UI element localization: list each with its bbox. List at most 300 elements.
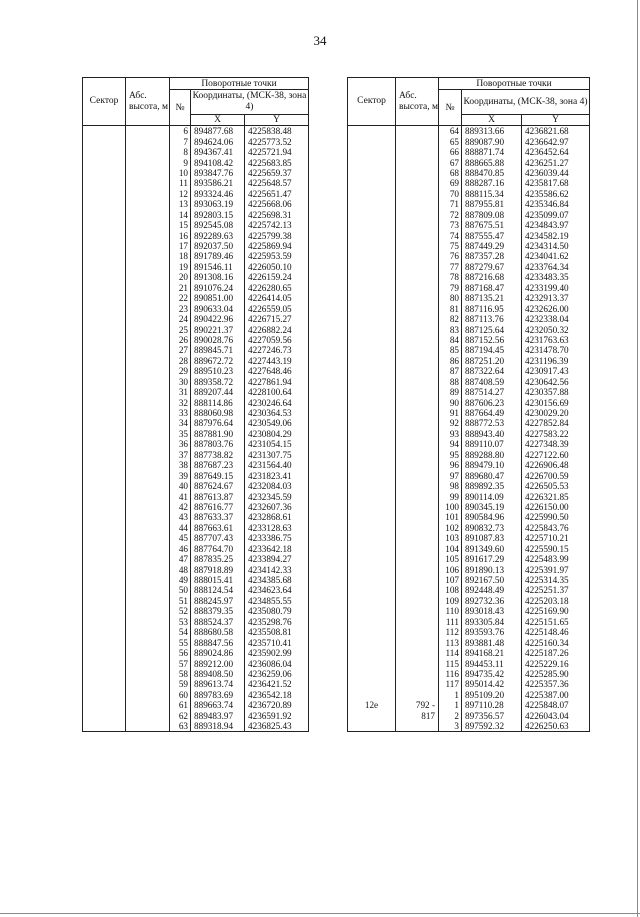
cell-abs-height <box>126 220 170 230</box>
table-row <box>83 356 309 366</box>
cell-sector <box>83 199 126 209</box>
cell-abs-height <box>126 189 170 199</box>
cell-y: 4231763.63 <box>522 335 590 345</box>
cell-abs-height <box>126 721 170 732</box>
cell-x: 888772.53 <box>462 418 522 428</box>
cell-y: 4225843.76 <box>522 523 590 533</box>
cell-x: 890851.00 <box>191 293 245 303</box>
table-body-left <box>83 126 309 732</box>
cell-sector <box>83 293 126 303</box>
cell-number: 76 <box>439 251 462 261</box>
cell-abs-height <box>126 648 170 658</box>
cell-x: 894453.11 <box>462 658 522 668</box>
cell-y: 4225251.37 <box>522 585 590 595</box>
cell-abs-height <box>126 523 170 533</box>
cell-abs-height <box>126 617 170 627</box>
cell-sector <box>348 199 396 209</box>
cell-sector <box>83 168 126 178</box>
cell-x: 890221.37 <box>191 324 245 334</box>
cell-y: 4227122.60 <box>522 450 590 460</box>
cell-number: 3 <box>439 721 462 732</box>
cell-abs-height <box>126 606 170 616</box>
header-sector: Сектор <box>83 78 126 126</box>
cell-number: 98 <box>439 481 462 491</box>
cell-x: 890422.96 <box>191 314 245 324</box>
table-row <box>83 345 309 355</box>
cell-x: 888665.88 <box>462 157 522 167</box>
table-row <box>348 272 590 282</box>
cell-number: 95 <box>439 450 462 460</box>
cell-number: 79 <box>439 283 462 293</box>
table-row <box>83 585 309 595</box>
cell-abs-height <box>126 418 170 428</box>
cell-sector <box>83 136 126 146</box>
cell-number: 43 <box>170 512 191 522</box>
table-row <box>83 564 309 574</box>
cell-sector <box>348 418 396 428</box>
table-row <box>348 293 590 303</box>
cell-abs-height <box>396 585 439 595</box>
table-row <box>348 439 590 449</box>
cell-abs-height <box>396 387 439 397</box>
cell-x: 887633.37 <box>191 512 245 522</box>
table-row <box>83 366 309 376</box>
cell-sector <box>83 711 126 721</box>
table-row <box>348 397 590 407</box>
cell-abs-height <box>126 585 170 595</box>
cell-sector <box>348 564 396 574</box>
cell-x: 894367.41 <box>191 147 245 157</box>
cell-x: 887449.29 <box>462 241 522 251</box>
table-row <box>348 721 590 732</box>
cell-y: 4236720.89 <box>245 700 309 710</box>
cell-number: 56 <box>170 648 191 658</box>
cell-number: 101 <box>439 512 462 522</box>
cell-abs-height <box>396 241 439 251</box>
cell-x: 893847.76 <box>191 168 245 178</box>
table-row <box>348 648 590 658</box>
cell-sector <box>348 241 396 251</box>
cell-sector <box>348 272 396 282</box>
cell-number: 11 <box>170 178 191 188</box>
cell-y: 4236642.97 <box>522 136 590 146</box>
cell-x: 892803.15 <box>191 210 245 220</box>
cell-sector <box>83 314 126 324</box>
cell-y: 4225742.13 <box>245 220 309 230</box>
cell-number: 60 <box>170 690 191 700</box>
table-row <box>348 262 590 272</box>
table-row <box>83 637 309 647</box>
table-row <box>83 272 309 282</box>
cell-x: 887764.70 <box>191 544 245 554</box>
cell-abs-height <box>396 637 439 647</box>
table-row <box>83 418 309 428</box>
cell-y: 4226159.24 <box>245 272 309 282</box>
table-row <box>348 617 590 627</box>
table-row <box>348 168 590 178</box>
cell-sector <box>83 564 126 574</box>
cell-abs-height <box>126 272 170 282</box>
table-row <box>348 345 590 355</box>
cell-abs-height <box>126 387 170 397</box>
cell-y: 4226559.05 <box>245 303 309 313</box>
cell-x: 893324.46 <box>191 189 245 199</box>
cell-sector <box>348 481 396 491</box>
cell-sector <box>83 324 126 334</box>
cell-y: 4234623.64 <box>245 585 309 595</box>
cell-y: 4234142.33 <box>245 564 309 574</box>
cell-number: 87 <box>439 366 462 376</box>
cell-x: 887113.76 <box>462 314 522 324</box>
table-row <box>83 314 309 324</box>
cell-x: 889680.47 <box>462 470 522 480</box>
cell-y: 4236591.92 <box>245 711 309 721</box>
cell-sector <box>348 377 396 387</box>
table-row <box>83 627 309 637</box>
cell-abs-height <box>126 283 170 293</box>
cell-number: 59 <box>170 679 191 689</box>
cell-y: 4226150.00 <box>522 502 590 512</box>
cell-number: 39 <box>170 470 191 480</box>
cell-sector <box>348 397 396 407</box>
header-coordinates: Координаты, (МСК-38, зона 4) <box>462 90 590 115</box>
cell-sector <box>83 408 126 418</box>
page-number: 34 <box>313 33 327 48</box>
cell-y: 4235508.81 <box>245 627 309 637</box>
cell-x: 891890.13 <box>462 564 522 574</box>
table-row <box>348 126 590 137</box>
cell-y: 4225651.47 <box>245 189 309 199</box>
table-row <box>348 575 590 585</box>
cell-x: 890832.73 <box>462 523 522 533</box>
cell-number: 58 <box>170 669 191 679</box>
cell-x: 888847.56 <box>191 637 245 647</box>
cell-number: 104 <box>439 544 462 554</box>
cell-number: 41 <box>170 491 191 501</box>
cell-sector <box>83 481 126 491</box>
cell-abs-height <box>126 314 170 324</box>
cell-abs-height <box>126 637 170 647</box>
table-row <box>83 481 309 491</box>
table-row <box>83 157 309 167</box>
cell-abs-height <box>396 168 439 178</box>
coordinates-table-left <box>82 77 309 732</box>
cell-sector <box>348 637 396 647</box>
table-row <box>83 397 309 407</box>
cell-y: 4235298.76 <box>245 617 309 627</box>
cell-abs-height <box>396 366 439 376</box>
cell-abs-height <box>396 293 439 303</box>
cell-abs-height <box>126 262 170 272</box>
cell-number: 46 <box>170 544 191 554</box>
cell-number: 37 <box>170 450 191 460</box>
cell-y: 4225387.00 <box>522 690 590 700</box>
table-row <box>83 189 309 199</box>
cell-abs-height <box>126 199 170 209</box>
cell-y: 4231478.70 <box>522 345 590 355</box>
cell-abs-height <box>126 575 170 585</box>
cell-number: 35 <box>170 429 191 439</box>
cell-y: 4227348.39 <box>522 439 590 449</box>
cell-y: 4227246.73 <box>245 345 309 355</box>
cell-number: 29 <box>170 366 191 376</box>
cell-y: 4225151.65 <box>522 617 590 627</box>
cell-x: 894168.21 <box>462 648 522 658</box>
cell-number: 78 <box>439 272 462 282</box>
cell-abs-height <box>126 303 170 313</box>
cell-y: 4228100.64 <box>245 387 309 397</box>
cell-y: 4230549.06 <box>245 418 309 428</box>
cell-y: 4234041.62 <box>522 251 590 261</box>
cell-y: 4225990.50 <box>522 512 590 522</box>
table-row <box>348 658 590 668</box>
cell-sector <box>348 679 396 689</box>
cell-y: 4225314.35 <box>522 575 590 585</box>
cell-number: 94 <box>439 439 462 449</box>
table-row <box>348 544 590 554</box>
cell-x: 894735.42 <box>462 669 522 679</box>
cell-x: 887216.68 <box>462 272 522 282</box>
cell-number: 92 <box>439 418 462 428</box>
cell-abs-height <box>126 230 170 240</box>
table-row <box>348 230 590 240</box>
cell-number: 9 <box>170 157 191 167</box>
cell-abs-height <box>126 564 170 574</box>
cell-x: 887613.87 <box>191 491 245 501</box>
cell-y: 4235586.62 <box>522 189 590 199</box>
cell-y: 4226043.04 <box>522 711 590 721</box>
table-row <box>83 617 309 627</box>
table-row <box>348 377 590 387</box>
cell-number: 52 <box>170 606 191 616</box>
cell-number: 115 <box>439 658 462 668</box>
cell-y: 4236086.04 <box>245 658 309 668</box>
table-row <box>348 533 590 543</box>
cell-y: 4232338.04 <box>522 314 590 324</box>
cell-sector <box>348 627 396 637</box>
cell-y: 4225203.18 <box>522 596 590 606</box>
table-row <box>348 408 590 418</box>
cell-x: 894624.06 <box>191 136 245 146</box>
cell-number: 80 <box>439 293 462 303</box>
cell-sector <box>348 575 396 585</box>
header-x: X <box>191 115 245 126</box>
cell-sector <box>83 637 126 647</box>
cell-number: 25 <box>170 324 191 334</box>
cell-sector <box>348 429 396 439</box>
table-row <box>83 136 309 146</box>
table-row <box>83 335 309 345</box>
cell-x: 888060.98 <box>191 408 245 418</box>
cell-abs-height <box>126 481 170 491</box>
table-row <box>348 669 590 679</box>
cell-abs-height <box>126 356 170 366</box>
cell-abs-height <box>396 690 439 700</box>
cell-y: 4225698.31 <box>245 210 309 220</box>
page-edge-right <box>637 0 638 917</box>
cell-number: 63 <box>170 721 191 732</box>
cell-sector <box>348 721 396 732</box>
table-row <box>348 356 590 366</box>
cell-number: 30 <box>170 377 191 387</box>
cell-x: 887675.51 <box>462 220 522 230</box>
header-x: X <box>462 115 522 126</box>
cell-abs-height <box>126 491 170 501</box>
table-row <box>83 408 309 418</box>
cell-number: 102 <box>439 523 462 533</box>
cell-x: 890584.96 <box>462 512 522 522</box>
cell-x: 891308.16 <box>191 272 245 282</box>
cell-y: 4232626.00 <box>522 303 590 313</box>
cell-x: 888124.54 <box>191 585 245 595</box>
table-row <box>83 220 309 230</box>
cell-sector <box>348 178 396 188</box>
cell-abs-height <box>126 596 170 606</box>
table-row <box>83 283 309 293</box>
cell-x: 893305.84 <box>462 617 522 627</box>
cell-sector <box>83 554 126 564</box>
cell-abs-height <box>396 324 439 334</box>
table-row <box>348 283 590 293</box>
cell-y: 4231564.40 <box>245 460 309 470</box>
cell-sector <box>83 397 126 407</box>
cell-y: 4236452.64 <box>522 147 590 157</box>
cell-sector <box>348 126 396 137</box>
cell-x: 887194.45 <box>462 345 522 355</box>
cell-sector <box>83 429 126 439</box>
cell-number: 57 <box>170 658 191 668</box>
header-abs-height: Абс. высота, м <box>396 78 439 126</box>
cell-abs-height <box>126 450 170 460</box>
cell-number: 64 <box>439 126 462 137</box>
cell-sector <box>348 189 396 199</box>
table-row <box>348 157 590 167</box>
cell-x: 889207.44 <box>191 387 245 397</box>
table-row <box>348 690 590 700</box>
cell-number: 14 <box>170 210 191 220</box>
cell-x: 894108.42 <box>191 157 245 167</box>
cell-x: 888015.41 <box>191 575 245 585</box>
cell-abs-height <box>396 679 439 689</box>
cell-x: 887125.64 <box>462 324 522 334</box>
table-row <box>348 585 590 595</box>
cell-abs-height <box>396 627 439 637</box>
cell-y: 4225953.59 <box>245 251 309 261</box>
cell-x: 889845.71 <box>191 345 245 355</box>
cell-abs-height <box>396 230 439 240</box>
cell-number: 100 <box>439 502 462 512</box>
cell-sector <box>348 136 396 146</box>
cell-x: 891617.29 <box>462 554 522 564</box>
cell-x: 891076.24 <box>191 283 245 293</box>
cell-y: 4225773.52 <box>245 136 309 146</box>
cell-abs-height <box>126 690 170 700</box>
cell-number: 82 <box>439 314 462 324</box>
cell-number: 90 <box>439 397 462 407</box>
cell-sector <box>83 251 126 261</box>
cell-sector <box>83 178 126 188</box>
cell-sector <box>348 408 396 418</box>
cell-y: 4236259.06 <box>245 669 309 679</box>
table-row <box>348 523 590 533</box>
table-row <box>83 575 309 585</box>
cell-y: 4233128.63 <box>245 523 309 533</box>
cell-y: 4230364.53 <box>245 408 309 418</box>
cell-sector <box>348 303 396 313</box>
cell-sector <box>83 210 126 220</box>
cell-sector <box>83 241 126 251</box>
cell-abs-height <box>396 397 439 407</box>
cell-number: 85 <box>439 345 462 355</box>
cell-sector <box>348 324 396 334</box>
cell-y: 4230642.56 <box>522 377 590 387</box>
cell-x: 888379.35 <box>191 606 245 616</box>
cell-sector <box>83 418 126 428</box>
cell-x: 895014.42 <box>462 679 522 689</box>
cell-number: 8 <box>170 147 191 157</box>
cell-abs-height <box>396 147 439 157</box>
table-row <box>348 700 590 710</box>
cell-sector <box>348 450 396 460</box>
table-row <box>348 481 590 491</box>
table-row <box>83 512 309 522</box>
cell-sector <box>83 669 126 679</box>
cell-abs-height <box>126 157 170 167</box>
cell-sector <box>83 230 126 240</box>
table-row <box>83 679 309 689</box>
cell-abs-height <box>396 272 439 282</box>
cell-y: 4233764.34 <box>522 262 590 272</box>
cell-sector <box>83 262 126 272</box>
cell-sector <box>83 523 126 533</box>
cell-abs-height <box>126 627 170 637</box>
cell-y: 4235099.07 <box>522 210 590 220</box>
cell-abs-height <box>126 658 170 668</box>
cell-number: 91 <box>439 408 462 418</box>
cell-x: 887279.67 <box>462 262 522 272</box>
cell-x: 891087.83 <box>462 533 522 543</box>
cell-x: 887881.90 <box>191 429 245 439</box>
table-row <box>83 262 309 272</box>
cell-number: 89 <box>439 387 462 397</box>
table-row <box>83 700 309 710</box>
cell-sector <box>83 606 126 616</box>
cell-abs-height <box>126 679 170 689</box>
cell-number: 12 <box>170 189 191 199</box>
cell-x: 889613.74 <box>191 679 245 689</box>
table-row <box>83 544 309 554</box>
cell-number: 45 <box>170 533 191 543</box>
cell-number: 62 <box>170 711 191 721</box>
cell-abs-height <box>126 470 170 480</box>
cell-abs-height <box>396 544 439 554</box>
cell-number: 21 <box>170 283 191 293</box>
cell-abs-height <box>126 178 170 188</box>
cell-x: 889892.35 <box>462 481 522 491</box>
cell-x: 889110.07 <box>462 439 522 449</box>
cell-x: 894877.68 <box>191 126 245 137</box>
cell-abs-height <box>396 481 439 491</box>
cell-x: 889024.86 <box>191 648 245 658</box>
cell-x: 890114.09 <box>462 491 522 501</box>
table-row <box>348 491 590 501</box>
cell-y: 4226882.24 <box>245 324 309 334</box>
cell-number: 65 <box>439 136 462 146</box>
header-turning-points: Поворотные точки <box>170 78 309 90</box>
table-row <box>348 210 590 220</box>
cell-x: 891789.46 <box>191 251 245 261</box>
cell-number: 71 <box>439 199 462 209</box>
